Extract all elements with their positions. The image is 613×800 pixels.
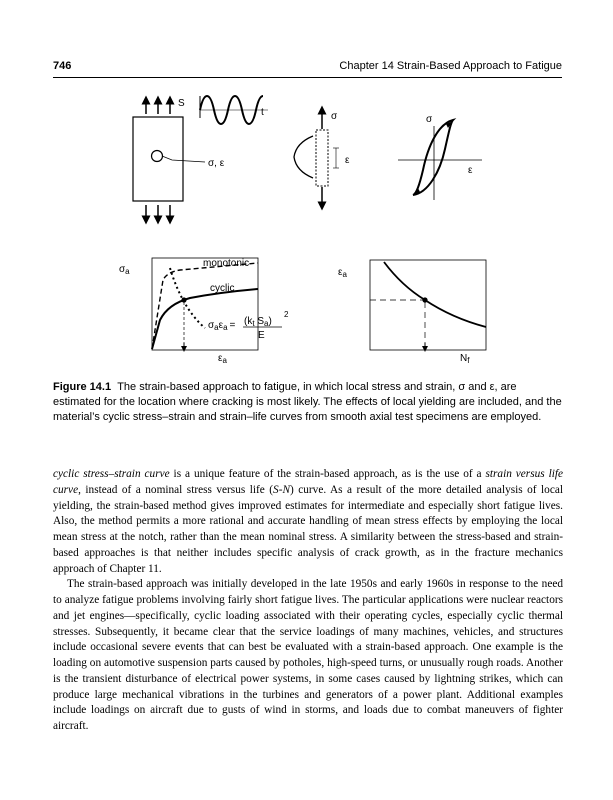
load-label-s: S [178,98,185,109]
cyclic-label: cyclic [210,283,235,294]
monotonic-label: monotonic [203,258,250,269]
figure-caption [53,380,563,426]
page-number: 746 [53,60,72,72]
material-element [316,130,328,186]
sl-y-label: $\varepsilon_a$ [338,267,347,279]
neuber-numerator: ($k_t$ $S_a$) [244,316,272,328]
ss-y-label: $\sigma_a$ [119,264,130,276]
body-text [53,467,563,735]
sl-solution-point [422,297,427,302]
paragraph-2: The strain-based approach was initially developed in the late 1950s and early 1960s in response to the need to analyze fatigue problems involving fairly short fatigue lives. The particular applications were nuclear reactors and jet engines—specifically, cyclic loading associated with their operating cycles, especially cyclic thermal stresses. Subsequently, it became clear that the service loadings of many machines, vehicles, and structures include occasional severe events that can best be evaluated with a strain-based approach. One example is the loading on automotive suspension parts caused by potholes, high-speed turns, or unusually rough roads. Another is the transient disturbance of electrical power systems, in some cases caused by lightning strikes, which can produce large mechanical vibrations in the turbines and generators of a power plant. Additional examples include loadings on aircraft due to gusts of wind in storms, and loads due to combat maneuvers of fighter aircraft. [53,578,563,732]
neuber-equation: $\sigma_a\varepsilon_a$ = [208,320,236,332]
ss-solution-point [181,297,186,302]
load-arrows-down [146,205,170,220]
strain-life-panel [338,260,486,365]
ss-x-label: $\varepsilon_a$ [218,353,227,365]
notch-element-panel [294,110,350,206]
strain-life-curve [384,262,486,327]
element-epsilon-label: ε [345,155,350,166]
figure-14-1 [0,0,613,375]
hyst-sigma-label: σ [426,114,433,125]
hysteresis-loop [413,120,453,195]
cyclic-curve [152,289,258,349]
stress-strain-panel [119,258,289,365]
notch-contour [294,136,313,178]
caption-label: Figure 14.1 [53,381,112,393]
notch-hole [152,151,163,162]
time-label: t [261,107,264,118]
load-arrows-up [146,100,170,114]
ss-frame [152,258,258,350]
hysteresis-panel [398,114,482,200]
hyst-epsilon-label: ε [468,165,473,176]
neuber-denominator: E [258,330,265,341]
neuber-exponent: 2 [284,310,289,319]
notch-label: σ, ε [208,158,225,169]
running-title: Chapter 14 Strain-Based Approach to Fatigue [339,60,562,72]
sl-frame [370,260,486,350]
element-sigma-label: σ [331,111,338,122]
notched-member-panel [133,96,268,220]
sl-x-label: $N_f$ [460,353,470,365]
paragraph-1: cyclic stress–strain curve is a unique feature of the strain-based approach, as is the use of a strain versus life curve, instead of a nominal stress versus life (S-N) curve. As a result of the more detailed analysis of local yielding, the strain-based method gives improved estimates for intermediate and especially short fatigue lives. Also, the method permits a more rational and accurate handling of mean stress effects by employing the local mean stress at the notch, rather than the mean nominal stress. A similarity between the stress-based and strain-based approaches is that neither includes specific analysis of crack growth, as in the fracture mechanics approach of Chapter 11. [53,468,564,575]
monotonic-curve [152,263,258,349]
member-body [133,117,183,201]
caption-text: The strain-based approach to fatigue, in which local stress and strain, σ and ε, are estimated for the location where cracking is most likely. The effects of local yielding are included, and the material’s cyclic stress–strain and strain–life curves from smooth axial test specimens are employed. [53,381,562,424]
